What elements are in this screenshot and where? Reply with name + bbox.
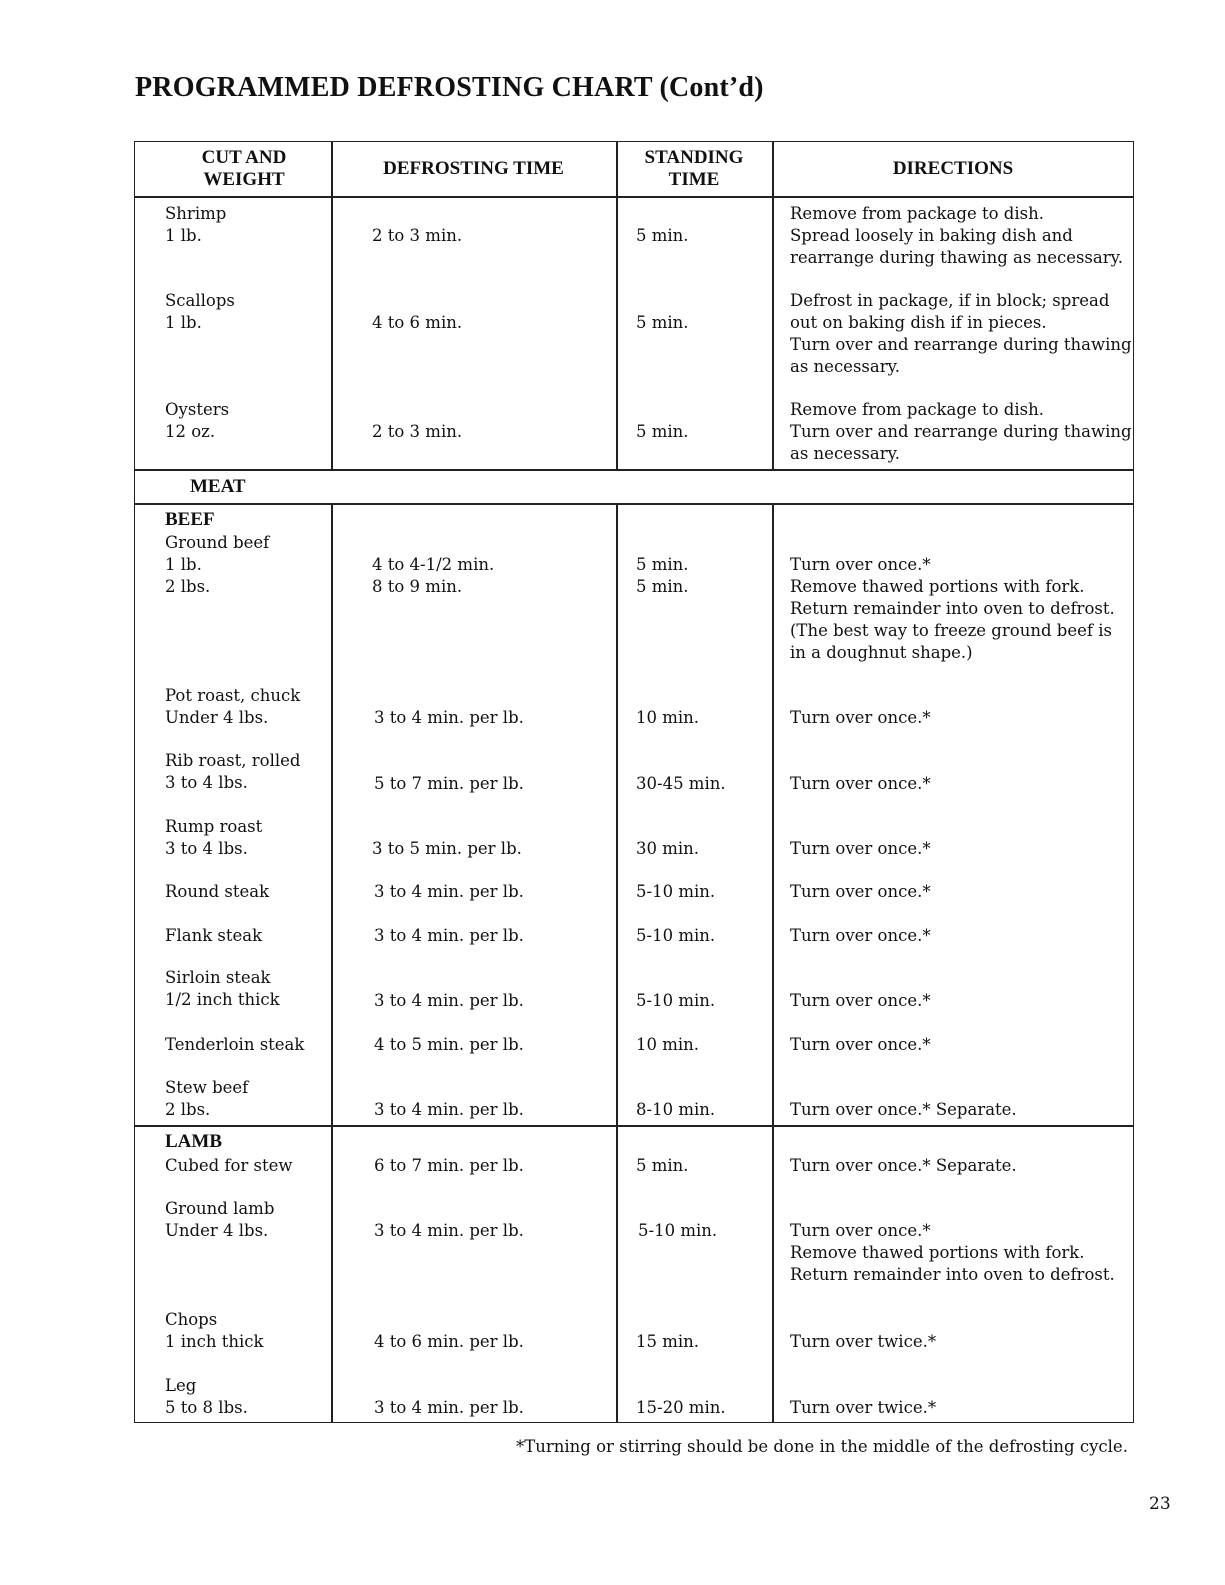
cut-weight-cell: Flank steak — [165, 926, 263, 945]
cut-weight-cell: Ground lamb Under 4 lbs. — [165, 1199, 275, 1240]
standing-time-cell: 5 min. — [636, 1156, 689, 1175]
defrost-time-cell: 3 to 4 min. per lb. — [374, 926, 524, 945]
defrost-time-cell: 6 to 7 min. per lb. — [374, 1156, 524, 1175]
defrost-time-cell: 4 to 6 min. per lb. — [374, 1332, 524, 1351]
defrost-time-cell: 4 to 6 min. — [372, 313, 463, 332]
cut-weight-cell: Sirloin steak 1/2 inch thick — [165, 968, 280, 1009]
directions-cell: Turn over once.* Separate. — [790, 1100, 1017, 1119]
directions-cell: Turn over once.* — [790, 991, 931, 1010]
header-line: STANDING — [644, 147, 744, 168]
standing-time-cell: 5 min. — [636, 313, 689, 332]
standing-time-cell: 30-45 min. — [636, 774, 726, 793]
standing-time-cell: 5 min. 5 min. — [636, 555, 689, 596]
section-rule — [134, 503, 1134, 505]
cut-weight-cell: Scallops 1 lb. — [165, 291, 235, 332]
col-divider — [772, 141, 774, 470]
standing-time-cell: 5 min. — [636, 422, 689, 441]
header-rule — [134, 196, 1134, 198]
cut-weight-cell: Cubed for stew — [165, 1156, 293, 1175]
group-rule — [134, 1125, 1134, 1127]
standing-time-cell: 30 min. — [636, 839, 700, 858]
defrost-time-cell: 4 to 4-1/2 min. 8 to 9 min. — [372, 555, 495, 596]
page-title: PROGRAMMED DEFROSTING CHART (Cont’d) — [135, 72, 764, 103]
defrost-time-cell: 3 to 5 min. per lb. — [372, 839, 522, 858]
directions-cell: Turn over once.* — [790, 926, 931, 945]
directions-cell: Turn over twice.* — [790, 1332, 937, 1351]
header-defrost-time: DEFROSTING TIME — [383, 158, 564, 179]
standing-time-cell: 5-10 min. — [636, 882, 716, 901]
cut-weight-cell: Leg 5 to 8 lbs. — [165, 1376, 248, 1417]
header-standing-time — [616, 147, 772, 191]
group-heading-beef: BEEF — [165, 509, 215, 530]
col-divider — [772, 504, 774, 1423]
cut-weight-cell: Tenderloin steak — [165, 1035, 305, 1054]
defrost-time-cell: 2 to 3 min. — [372, 226, 463, 245]
cut-weight-cell: Oysters 12 oz. — [165, 400, 230, 441]
defrost-time-cell: 3 to 4 min. per lb. — [374, 991, 524, 1010]
directions-cell: Turn over once.* — [790, 774, 931, 793]
section-heading-meat: MEAT — [190, 476, 246, 497]
defrost-time-cell: 3 to 4 min. per lb. — [374, 1398, 524, 1417]
standing-time-cell: 15 min. — [636, 1332, 700, 1351]
directions-cell: Remove from package to dish. Spread loosely in baking dish and rearrange during thawing as necessary. — [790, 204, 1123, 267]
standing-time-cell: 5-10 min. — [638, 1221, 718, 1240]
directions-cell: Turn over once.* Separate. — [790, 1156, 1017, 1175]
cut-weight-cell: Ground beef 1 lb. 2 lbs. — [165, 533, 270, 596]
col-divider — [616, 504, 618, 1423]
standing-time-cell: 5-10 min. — [636, 991, 716, 1010]
cut-weight-cell: Stew beef 2 lbs. — [165, 1078, 249, 1119]
defrost-time-cell: 3 to 4 min. per lb. — [374, 882, 524, 901]
group-heading-lamb: LAMB — [165, 1131, 222, 1152]
defrost-time-cell: 4 to 5 min. per lb. — [374, 1035, 524, 1054]
directions-cell: Defrost in package, if in block; spread out on baking dish if in pieces. Turn over and rearrange during thawing as necessary. — [790, 291, 1132, 376]
directions-cell: Remove from package to dish. Turn over and rearrange during thawing as necessary. — [790, 400, 1132, 463]
standing-time-cell: 15-20 min. — [636, 1398, 726, 1417]
standing-time-cell: 8-10 min. — [636, 1100, 716, 1119]
standing-time-cell: 5 min. — [636, 226, 689, 245]
directions-cell: Turn over twice.* — [790, 1398, 937, 1417]
standing-time-cell: 5-10 min. — [636, 926, 716, 945]
directions-cell: Turn over once.* — [790, 882, 931, 901]
directions-cell: Turn over once.* Remove thawed portions with fork. Return remainder into oven to defrost. (The best way to freeze ground beef is in a doughnut shape.) — [790, 555, 1115, 662]
header-line: CUT AND — [201, 147, 287, 168]
standing-time-cell: 10 min. — [636, 1035, 700, 1054]
section-rule — [134, 469, 1134, 471]
header-line: WEIGHT — [203, 169, 285, 190]
cut-weight-cell: Chops 1 inch thick — [165, 1310, 264, 1351]
defrost-time-cell: 3 to 4 min. per lb. — [374, 1221, 524, 1240]
directions-cell: Turn over once.* — [790, 708, 931, 727]
directions-cell: Turn over once.* — [790, 839, 931, 858]
directions-cell: Turn over once.* — [790, 1035, 931, 1054]
cut-weight-cell: Rib roast, rolled 3 to 4 lbs. — [165, 751, 301, 792]
cut-weight-cell: Round steak — [165, 882, 270, 901]
header-directions: DIRECTIONS — [892, 158, 1014, 179]
cut-weight-cell: Shrimp 1 lb. — [165, 204, 227, 245]
col-divider — [331, 504, 333, 1423]
defrost-time-cell: 5 to 7 min. per lb. — [374, 774, 524, 793]
header-cut-weight — [134, 147, 354, 191]
cut-weight-cell: Pot roast, chuck Under 4 lbs. — [165, 686, 301, 727]
defrost-time-cell: 3 to 4 min. per lb. — [374, 708, 524, 727]
page-number: 23 — [1149, 1494, 1171, 1514]
directions-cell: Turn over once.* Remove thawed portions with fork. Return remainder into oven to defrost. — [790, 1221, 1115, 1284]
header-line: TIME — [668, 169, 720, 190]
defrost-time-cell: 2 to 3 min. — [372, 422, 463, 441]
standing-time-cell: 10 min. — [636, 708, 700, 727]
cut-weight-cell: Rump roast 3 to 4 lbs. — [165, 817, 263, 858]
defrost-time-cell: 3 to 4 min. per lb. — [374, 1100, 524, 1119]
footnote: *Turning or stirring should be done in the middle of the defrosting cycle. — [516, 1437, 1128, 1456]
